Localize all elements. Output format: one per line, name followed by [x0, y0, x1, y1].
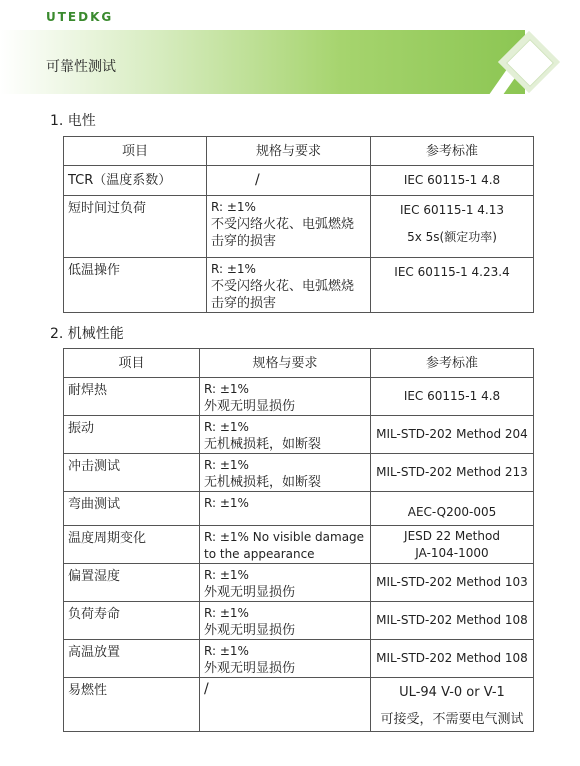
banner-title: 可靠性测试: [46, 59, 116, 75]
cell-item: 弯曲测试: [64, 492, 200, 526]
section-heading-electrical: 1. 电性: [50, 113, 96, 129]
cell-ref: IEC 60115-1 4.8: [371, 166, 534, 196]
cell-spec: [200, 526, 371, 564]
table-row: [64, 564, 534, 602]
diamond-icon: [497, 30, 561, 94]
spec-line-1: R: ±1%: [211, 200, 256, 214]
table-row: [64, 166, 534, 196]
table-header-row: [64, 349, 534, 378]
spec-line-1: R: ±1%: [204, 606, 249, 620]
header-spec: 规格与要求: [200, 349, 371, 378]
cell-spec: [207, 258, 371, 313]
header-ref: 参考标准: [371, 349, 534, 378]
spec-line-2: 外观无明显损伤: [204, 399, 296, 414]
table-row: [64, 196, 534, 258]
cell-ref: AEC-Q200-005: [371, 492, 534, 526]
cell-spec: /: [200, 678, 371, 732]
cell-item: 短时间过负荷: [64, 196, 207, 258]
table-row: [64, 640, 534, 678]
spec-line-1: R: ±1%: [204, 458, 249, 472]
header-ref: 参考标准: [371, 137, 534, 166]
section-heading-mechanical: 2. 机械性能: [50, 326, 124, 342]
spec-line-1: R: ±1%: [204, 644, 249, 658]
header-item: 项目: [64, 137, 207, 166]
cell-item: 耐焊热: [64, 378, 200, 416]
cell-ref: IEC 60115-1 4.23.4: [371, 258, 534, 313]
ref-line-1: UL-94 V-0 or V-1: [399, 685, 505, 700]
spec-line-2: 无机械损耗，如断裂: [204, 475, 322, 490]
spec-line-1: R: ±1%: [204, 382, 249, 396]
cell-ref: MIL-STD-202 Method 103: [371, 564, 534, 602]
cell-item: 温度周期变化: [64, 526, 200, 564]
cell-ref: MIL-STD-202 Method 213: [371, 454, 534, 492]
cell-item: 偏置湿度: [64, 564, 200, 602]
cell-spec: [200, 640, 371, 678]
cell-item: 振动: [64, 416, 200, 454]
cell-item: 高温放置: [64, 640, 200, 678]
cell-ref: MIL-STD-202 Method 108: [371, 602, 534, 640]
cell-item: 冲击测试: [64, 454, 200, 492]
cell-item: 负荷寿命: [64, 602, 200, 640]
cell-item: 易燃性: [64, 678, 200, 732]
table-row: [64, 492, 534, 526]
spec-line-1: R: ±1%: [204, 568, 249, 582]
cell-spec: R: ±1%: [200, 492, 371, 526]
table-row: [64, 526, 534, 564]
cell-ref: MIL-STD-202 Method 204: [371, 416, 534, 454]
spec-line-2: 不受闪络火花、电弧燃烧击穿的损害: [211, 279, 355, 311]
ref-line-1: JESD 22 Method: [404, 528, 500, 543]
spec-line-2: 外观无明显损伤: [204, 585, 296, 600]
spec-line-1: R: ±1%: [204, 420, 249, 434]
cell-ref: [371, 678, 534, 732]
cell-spec: [200, 602, 371, 640]
electrical-table: [63, 136, 534, 313]
table-row: [64, 454, 534, 492]
table-row: [64, 416, 534, 454]
table-row: [64, 258, 534, 313]
cell-ref: [371, 526, 534, 564]
header-spec: 规格与要求: [207, 137, 371, 166]
cell-ref: MIL-STD-202 Method 108: [371, 640, 534, 678]
cell-item: TCR（温度系数）: [64, 166, 207, 196]
spec-line-2: 无机械损耗，如断裂: [204, 437, 322, 452]
cell-ref: [371, 196, 534, 258]
table-header-row: [64, 137, 534, 166]
ref-line-1: IEC 60115-1 4.13: [400, 203, 504, 217]
spec-line-2: 外观无明显损伤: [204, 623, 296, 638]
table-row: [64, 378, 534, 416]
table-row: [64, 602, 534, 640]
ref-line-2: 5x 5s(额定功率): [407, 230, 497, 244]
cell-item: 低温操作: [64, 258, 207, 313]
spec-line-2: 不受闪络火花、电弧燃烧击穿的损害: [211, 217, 355, 249]
cell-spec: [200, 454, 371, 492]
spec-line-2: to the appearance: [204, 547, 315, 561]
cell-spec: [200, 378, 371, 416]
cell-spec: [200, 564, 371, 602]
cell-spec: [207, 196, 371, 258]
mechanical-table: [63, 348, 534, 732]
brand-logo: UTEDKG: [46, 10, 114, 24]
spec-line-1: R: ±1% No visible damage: [204, 530, 365, 544]
cell-spec: [200, 416, 371, 454]
cell-ref: IEC 60115-1 4.8: [371, 378, 534, 416]
ref-line-2: JA-104-1000: [415, 545, 489, 560]
spec-line-1: R: ±1%: [211, 262, 256, 276]
table-row: [64, 678, 534, 732]
cell-spec: /: [207, 166, 371, 196]
ref-line-2: 可接受，不需要电气测试: [380, 712, 524, 727]
spec-line-2: 外观无明显损伤: [204, 661, 296, 676]
header-item: 项目: [64, 349, 200, 378]
